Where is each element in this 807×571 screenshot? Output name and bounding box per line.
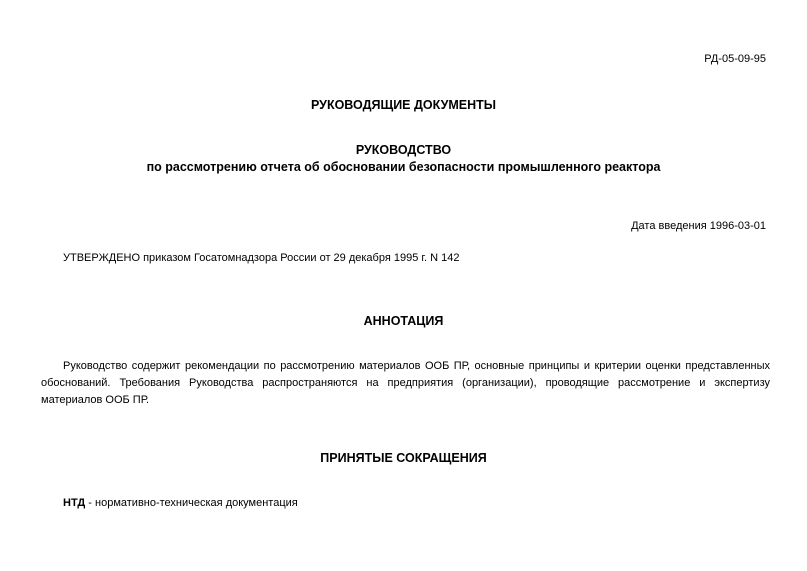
annotation-paragraph: Руководство содержит рекомендации по рассмотрению материалов ООБ ПР, основные принципы и критерии оценки представленных обоснований. Требования Руководства распространяются на предприятия (организации), проводящие рассмотрение и экспертизу материалов ООБ ПР. xyxy=(41,360,770,406)
document-subject-title: по рассмотрению отчета об обосновании безопасности промышленного реактора xyxy=(146,160,661,174)
approval-statement: УТВЕРЖДЕНО приказом Госатомнадзора России от 29 декабря 1995 г. N 142 xyxy=(63,252,460,264)
abbreviation-term: НТД xyxy=(63,497,86,509)
abbreviation-item xyxy=(63,497,298,509)
abbreviation-definition: нормативно-техническая документация xyxy=(95,497,298,509)
introduction-date: Дата введения 1996-03-01 xyxy=(631,220,766,232)
document-type-title: РУКОВОДСТВО xyxy=(355,143,452,157)
document-code: РД-05-09-95 xyxy=(704,53,766,65)
annotation-heading: АННОТАЦИЯ xyxy=(363,314,444,328)
abbreviations-heading: ПРИНЯТЫЕ СОКРАЩЕНИЯ xyxy=(320,451,487,465)
abbreviation-separator: - xyxy=(85,497,96,509)
document-series-title: РУКОВОДЯЩИЕ ДОКУМЕНТЫ xyxy=(311,98,496,112)
